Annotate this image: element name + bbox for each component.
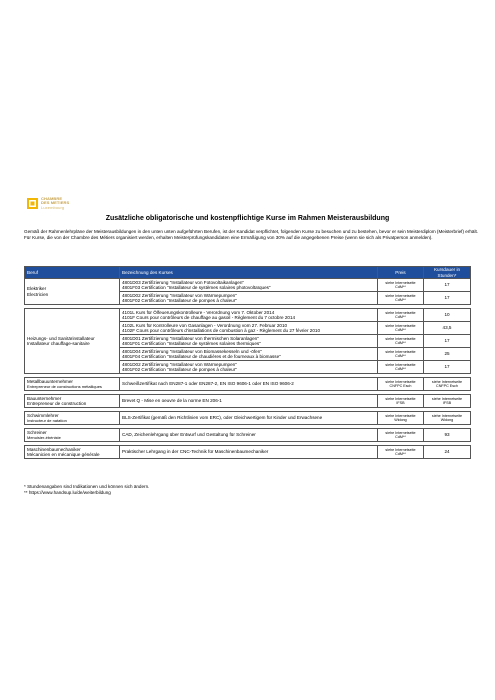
beruf-cell: [25, 309, 120, 374]
table-header-row: [25, 267, 471, 279]
table-row: [25, 309, 471, 322]
kurs-cell: [120, 361, 378, 374]
intro-text: [24, 229, 479, 242]
header-dauer: Kursdauer in Stunden*: [424, 267, 471, 279]
table-row: [25, 279, 471, 292]
header-beruf: Beruf: [25, 267, 120, 279]
beruf-de: Elektriker: [27, 286, 47, 292]
beruf-cell: [25, 446, 120, 459]
beruf-de: Schwimmlehrer: [27, 412, 59, 418]
footnotes: [24, 484, 149, 497]
dauer-cell: 17: [424, 292, 471, 305]
kurs-cell: [120, 292, 378, 305]
preis-cell: [378, 309, 424, 322]
preis-text: siehe Internetseite: [385, 293, 416, 298]
preis-org: IFSB: [396, 401, 405, 405]
kurs-de: 4801D01 Zertifizierung "Installateur von thermischen Solaranlagen": [122, 335, 259, 341]
chambre-des-metiers-logo: [27, 197, 69, 210]
dauer-cell: 24: [424, 446, 471, 459]
preis-text: siehe Internetseite: [385, 362, 416, 367]
kurs-de: 4801D03 Zertifizierung "Installateur von Fotovoltaikanlagen": [122, 279, 245, 285]
preis-org: CdM**: [395, 315, 406, 319]
intro-paragraph: Für Kurse, die von der Chambre des Métiers organisiert werden, erhalten Meisterprüfungskandidaten eine Ermäßigung von 30% auf die angegebenen Preise (wenn sie sich als Privatperson anmelden).: [24, 235, 433, 241]
logo-line-3: Luxembourg: [41, 204, 65, 210]
dauer-cell: 17: [424, 361, 471, 374]
beruf-fr: Instructeur de natation: [27, 418, 67, 423]
table-row: [25, 446, 471, 459]
header-preis: Preis: [378, 267, 424, 279]
table-row: [25, 412, 471, 425]
beruf-cell: [25, 395, 120, 408]
intro-paragraph: Gemäß der Rahmenlehrpläne der Meisterausbildungen in den unten unten aufgeführten Berufen, ist der Kandidat verpflichtet, folgenden Kurse zu besuchen und zu bestehen, bevor er sein Meisterdiplom (Meisterbrief) erhält.: [24, 229, 479, 234]
kurs-de: 4801D02 Zertifizierung "Installateur von Wärmepumpen": [122, 292, 237, 298]
preis-cell: [378, 361, 424, 374]
preis-text: siehe Internetseite: [385, 447, 416, 452]
preis-org: CdM**: [395, 354, 406, 358]
preis-text: siehe Internetseite: [385, 396, 416, 401]
kurs-fr: 4801F02 Certification "Installateur de pompes à chaleur": [122, 298, 237, 303]
kurs-cell: Praktischer Lehrgang in der CNC-Technik für Maschinenbaumechaniker: [120, 446, 378, 459]
logo-mark-icon: [27, 198, 38, 209]
beruf-fr: Installateur chauffage-sanitaire: [27, 341, 90, 346]
beruf-fr: Menuisier-ébéniste: [27, 435, 61, 440]
preis-org: Widong: [394, 418, 407, 422]
table-row: [25, 429, 471, 442]
header-kurs: Bezeichnung des Kurses: [120, 267, 378, 279]
preis-cell: [378, 412, 424, 425]
preis-text: siehe Internetseite: [385, 349, 416, 354]
dauer-cell: 17: [424, 335, 471, 348]
kurs-fr: 4801F04 Certification "Installateur de chaudières et de fourneaux à biomasse": [122, 354, 281, 359]
kurs-cell: [120, 309, 378, 322]
preis-text: siehe Internetseite: [385, 379, 416, 384]
dauer-text: siehe Internetseite: [431, 396, 463, 401]
preis-text: siehe Internetseite: [385, 310, 416, 315]
preis-cell: [378, 395, 424, 408]
kurs-cell: CAD, Zeichenlehrgang über Entwurf und Gestaltung für Schreiner: [120, 429, 378, 442]
beruf-fr: Electricien: [27, 291, 49, 297]
beruf-fr: Entrepreneur de constructions métalliques: [27, 384, 102, 389]
kurs-cell: [120, 348, 378, 361]
kurs-cell: [120, 322, 378, 335]
dauer-cell: 43,5: [424, 322, 471, 335]
preis-cell: [378, 429, 424, 442]
preis-cell: [378, 292, 424, 305]
preis-org: CdM**: [395, 367, 406, 371]
dauer-text: siehe Internetseite: [431, 413, 463, 418]
kurs-de: 4801D04 Zertifizierung "Installateur von Biomassekesseln und -öfen": [122, 348, 262, 354]
preis-org: CdM**: [395, 435, 406, 439]
kurs-fr: 4801F02 Certification "Installateur de pompes à chaleur": [122, 367, 237, 372]
dauer-cell: [424, 395, 471, 408]
kurs-de: 4102L Kurs für Kontrolleure von Gasanlagen - Verordnung vom 27. Februar 2010: [122, 322, 288, 328]
kurs-de: 4101L Kurs für Ölfeuerungskontrolleure - Verordnung vom 7. Oktober 2014: [122, 309, 275, 315]
dauer-cell: [424, 378, 471, 391]
dauer-org: Widong: [440, 418, 454, 422]
preis-cell: [378, 322, 424, 335]
beruf-fr: Entrepreneur de construction: [27, 401, 87, 406]
kurs-fr: 4101F Cours pour contrôleurs de chauffage au gasoil - Règlement du 7 octobre 2014: [122, 315, 296, 320]
dauer-cell: 25: [424, 348, 471, 361]
beruf-cell: [25, 279, 120, 305]
beruf-de: Maschinenbaumechaniker: [27, 446, 81, 452]
preis-org: CdM**: [395, 285, 406, 289]
dauer-text: siehe Internetseite: [431, 379, 463, 384]
courses-table: [24, 266, 471, 459]
preis-org: CdM**: [395, 298, 406, 302]
table-row: [25, 378, 471, 391]
footnote-link[interactable]: ** https://www.handsup.lu/de/weiterbildung: [24, 490, 111, 496]
beruf-de: Schreiner: [27, 429, 47, 435]
preis-text: siehe Internetseite: [385, 280, 416, 285]
beruf-cell: [25, 429, 120, 442]
preis-org: CdM**: [395, 341, 406, 345]
beruf-de: Bauunternehmer: [27, 395, 62, 401]
preis-text: siehe Internetseite: [385, 336, 416, 341]
beruf-fr: Mécanicien en mécanique générale: [27, 452, 100, 457]
preis-cell: [378, 378, 424, 391]
preis-text: siehe Internetseite: [385, 430, 416, 435]
beruf-cell: [25, 378, 120, 391]
kurs-fr: 4801F03 Certification "Installateur de systèmes solaires photovoltaïques": [122, 285, 271, 290]
beruf-de: Metallbauunternehmer: [27, 378, 73, 384]
logo-line-2: DES METIERS: [41, 200, 70, 206]
dauer-org: IFSB: [442, 401, 452, 405]
kurs-cell: Schweißzertifikat nach EN287-1 oder EN287-2, EN ISO 9606-1 oder EN ISO 9606-2: [120, 378, 378, 391]
footnote: * Stundenangaben sind Indikationen und können sich ändern.: [24, 484, 150, 489]
preis-org: CNFPC Esch: [389, 384, 412, 388]
preis-org: CdM**: [395, 328, 406, 332]
preis-cell: [378, 348, 424, 361]
dauer-cell: 17: [424, 279, 471, 292]
kurs-fr: 4102F Cours pour contrôleurs d'installations de combustion à gaz - Règlement du 27 février 2010: [122, 328, 321, 333]
kurs-cell: Brevet Q - Mise en oeuvre de la norme EN 206-1: [120, 395, 378, 408]
kurs-cell: [120, 279, 378, 292]
dauer-cell: 93: [424, 429, 471, 442]
table-row: [25, 395, 471, 408]
dauer-org: CNFPC Esch: [436, 384, 458, 388]
beruf-cell: [25, 412, 120, 425]
kurs-cell: [120, 335, 378, 348]
preis-cell: [378, 335, 424, 348]
preis-cell: [378, 446, 424, 459]
preis-cell: [378, 279, 424, 292]
kurs-cell: BLS-Zertifikat (gemäß den Richtlinien vom ERC), oder Gleichwertigem für Kinder und Erwachsene: [120, 412, 378, 425]
preis-text: siehe Internetseite: [385, 323, 416, 328]
preis-text: siehe Internetseite: [385, 413, 416, 418]
dauer-cell: 10: [424, 309, 471, 322]
dauer-cell: [424, 412, 471, 425]
logo-line-1: CHAMBRE: [41, 196, 63, 201]
beruf-de: Heizungs- und Sanitärinstallateur: [27, 335, 95, 341]
preis-org: CdM**: [395, 452, 406, 456]
kurs-fr: 4801F01 Certification "Installateur de systèmes solaires thermiques": [122, 341, 261, 346]
page-title: Zusätzliche obligatorische und kostenpflichtige Kurse im Rahmen Meisterausbildung: [105, 215, 390, 222]
kurs-de: 4801D02 Zertifizierung "Installateur von Wärmepumpen": [122, 361, 237, 367]
